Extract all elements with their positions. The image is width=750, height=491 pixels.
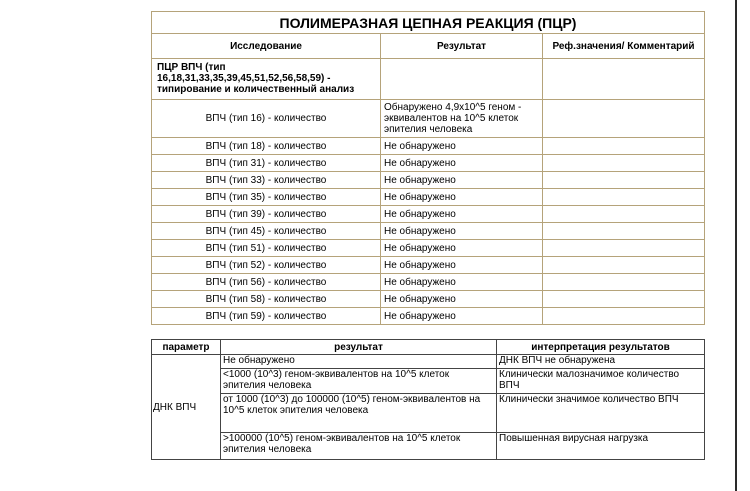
table-row <box>152 240 705 257</box>
interpretation-table <box>151 339 705 460</box>
test-result: Не обнаружено <box>381 206 543 223</box>
test-reference <box>543 308 705 325</box>
test-result: Не обнаружено <box>381 291 543 308</box>
range-interpretation: Клинически малозначимое количество ВПЧ <box>497 369 705 394</box>
test-name: ВПЧ (тип 56) - количество <box>152 274 381 291</box>
header-result: Результат <box>381 34 543 59</box>
test-name: ВПЧ (тип 59) - количество <box>152 308 381 325</box>
test-reference <box>543 223 705 240</box>
panel-name: ПЦР ВПЧ (тип 16,18,31,33,35,39,45,51,52,56,58,59) - типирование и количественный анализ <box>152 59 381 100</box>
test-result: Не обнаружено <box>381 223 543 240</box>
test-reference <box>543 206 705 223</box>
test-reference <box>543 291 705 308</box>
table-row <box>152 355 705 369</box>
range-interpretation: Клинически значимое количество ВПЧ <box>497 394 705 433</box>
table-row <box>152 223 705 240</box>
test-result: Не обнаружено <box>381 172 543 189</box>
table-row <box>152 394 705 433</box>
test-name: ВПЧ (тип 33) - количество <box>152 172 381 189</box>
test-name: ВПЧ (тип 31) - количество <box>152 155 381 172</box>
range-interpretation: Повышенная вирусная нагрузка <box>497 433 705 460</box>
range-interpretation: ДНК ВПЧ не обнаружена <box>497 355 705 369</box>
test-name: ВПЧ (тип 45) - количество <box>152 223 381 240</box>
test-name: ВПЧ (тип 58) - количество <box>152 291 381 308</box>
test-reference <box>543 155 705 172</box>
parameter-name: ДНК ВПЧ <box>152 355 221 460</box>
pcr-results-table <box>151 11 705 325</box>
test-result: Не обнаружено <box>381 308 543 325</box>
test-reference <box>543 240 705 257</box>
test-reference <box>543 257 705 274</box>
test-name: ВПЧ (тип 51) - количество <box>152 240 381 257</box>
header-parameter: параметр <box>152 340 221 355</box>
header-result: результат <box>221 340 497 355</box>
header-study: Исследование <box>152 34 381 59</box>
table-row <box>152 291 705 308</box>
table-row <box>152 206 705 223</box>
interpretation-header-row <box>152 340 705 355</box>
test-result: Не обнаружено <box>381 189 543 206</box>
test-name: ВПЧ (тип 39) - количество <box>152 206 381 223</box>
page-edge-line <box>735 0 737 491</box>
table-row <box>152 189 705 206</box>
range-result: Не обнаружено <box>221 355 497 369</box>
range-result: от 1000 (10^3) до 100000 (10^5) геном-эквивалентов на 10^5 клеток эпителия человека <box>221 394 497 433</box>
table-row <box>152 308 705 325</box>
table-row <box>152 433 705 460</box>
test-name: ВПЧ (тип 52) - количество <box>152 257 381 274</box>
test-reference <box>543 274 705 291</box>
panel-reference <box>543 59 705 100</box>
test-reference <box>543 172 705 189</box>
test-name: ВПЧ (тип 18) - количество <box>152 138 381 155</box>
header-reference: Реф.значения/ Комментарий <box>543 34 705 59</box>
table-row <box>152 155 705 172</box>
test-name: ВПЧ (тип 16) - количество <box>152 100 381 138</box>
test-result: Не обнаружено <box>381 274 543 291</box>
table-title: ПОЛИМЕРАЗНАЯ ЦЕПНАЯ РЕАКЦИЯ (ПЦР) <box>152 12 705 34</box>
test-result: Обнаружено 4,9х10^5 геном - эквивалентов на 10^5 клеток эпителия человека <box>381 100 543 138</box>
test-name: ВПЧ (тип 35) - количество <box>152 189 381 206</box>
header-interpretation: интерпретация результатов <box>497 340 705 355</box>
table-row <box>152 369 705 394</box>
table-title-row <box>152 12 705 34</box>
table-row <box>152 100 705 138</box>
test-result: Не обнаружено <box>381 138 543 155</box>
panel-row <box>152 59 705 100</box>
panel-result <box>381 59 543 100</box>
header-row <box>152 34 705 59</box>
table-row <box>152 257 705 274</box>
table-row <box>152 274 705 291</box>
table-row <box>152 138 705 155</box>
test-result: Не обнаружено <box>381 240 543 257</box>
range-result: <1000 (10^3) геном-эквивалентов на 10^5 клеток эпителия человека <box>221 369 497 394</box>
range-result: >100000 (10^5) геном-эквивалентов на 10^5 клеток эпителия человека <box>221 433 497 460</box>
test-reference <box>543 138 705 155</box>
test-reference <box>543 189 705 206</box>
table-row <box>152 172 705 189</box>
test-result: Не обнаружено <box>381 155 543 172</box>
test-reference <box>543 100 705 138</box>
test-result: Не обнаружено <box>381 257 543 274</box>
